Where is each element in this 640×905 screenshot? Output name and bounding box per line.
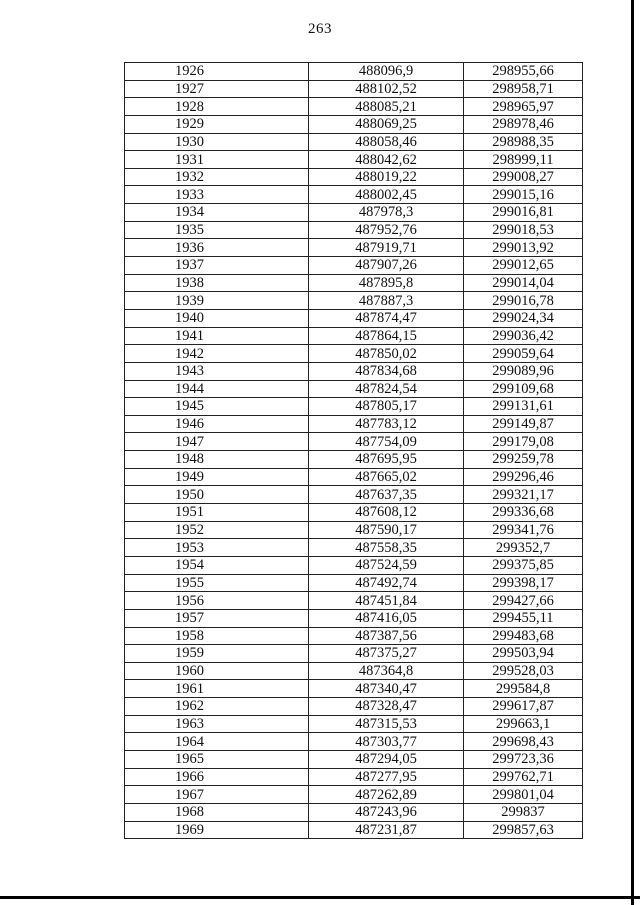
x-coordinate-cell: 488096,9 — [309, 63, 464, 81]
table-row — [125, 786, 583, 804]
year-cell: 1944 — [125, 380, 309, 398]
table-row — [125, 768, 583, 786]
x-coordinate-cell: 487850,02 — [309, 345, 464, 363]
year-cell: 1964 — [125, 733, 309, 751]
y-coordinate-cell: 298999,11 — [464, 151, 583, 169]
table-row — [125, 645, 583, 663]
y-coordinate-cell: 299036,42 — [464, 327, 583, 345]
year-cell: 1941 — [125, 327, 309, 345]
y-coordinate-cell: 299375,85 — [464, 556, 583, 574]
year-cell: 1929 — [125, 115, 309, 133]
table-row — [125, 750, 583, 768]
table-body — [125, 63, 583, 839]
year-cell: 1932 — [125, 168, 309, 186]
coordinates-table — [124, 62, 583, 839]
x-coordinate-cell: 488002,45 — [309, 186, 464, 204]
y-coordinate-cell: 299059,64 — [464, 345, 583, 363]
table-row — [125, 80, 583, 98]
year-cell: 1946 — [125, 415, 309, 433]
year-cell: 1962 — [125, 698, 309, 716]
year-cell: 1968 — [125, 803, 309, 821]
year-cell: 1934 — [125, 204, 309, 222]
y-coordinate-cell: 298955,66 — [464, 63, 583, 81]
year-cell: 1945 — [125, 398, 309, 416]
table-row — [125, 662, 583, 680]
y-coordinate-cell: 299013,92 — [464, 239, 583, 257]
table-row — [125, 468, 583, 486]
y-coordinate-cell: 299341,76 — [464, 521, 583, 539]
year-cell: 1967 — [125, 786, 309, 804]
x-coordinate-cell: 487451,84 — [309, 592, 464, 610]
x-coordinate-cell: 487243,96 — [309, 803, 464, 821]
y-coordinate-cell: 299089,96 — [464, 362, 583, 380]
y-coordinate-cell: 299018,53 — [464, 221, 583, 239]
year-cell: 1956 — [125, 592, 309, 610]
y-coordinate-cell: 299837 — [464, 803, 583, 821]
x-coordinate-cell: 487834,68 — [309, 362, 464, 380]
y-coordinate-cell: 299259,78 — [464, 451, 583, 469]
y-coordinate-cell: 299016,78 — [464, 292, 583, 310]
y-coordinate-cell: 299762,71 — [464, 768, 583, 786]
year-cell: 1955 — [125, 574, 309, 592]
x-coordinate-cell: 487874,47 — [309, 309, 464, 327]
table-row — [125, 574, 583, 592]
table-row — [125, 698, 583, 716]
x-coordinate-cell: 487919,71 — [309, 239, 464, 257]
table-row — [125, 168, 583, 186]
y-coordinate-cell: 299014,04 — [464, 274, 583, 292]
x-coordinate-cell: 487665,02 — [309, 468, 464, 486]
y-coordinate-cell: 299024,34 — [464, 309, 583, 327]
page-border-bottom — [0, 896, 640, 899]
year-cell: 1952 — [125, 521, 309, 539]
x-coordinate-cell: 487907,26 — [309, 257, 464, 275]
y-coordinate-cell: 299336,68 — [464, 504, 583, 522]
table-row — [125, 115, 583, 133]
table-row — [125, 486, 583, 504]
year-cell: 1935 — [125, 221, 309, 239]
year-cell: 1958 — [125, 627, 309, 645]
table-row — [125, 715, 583, 733]
table-row — [125, 733, 583, 751]
year-cell: 1933 — [125, 186, 309, 204]
year-cell: 1949 — [125, 468, 309, 486]
x-coordinate-cell: 487231,87 — [309, 821, 464, 839]
x-coordinate-cell: 487375,27 — [309, 645, 464, 663]
table-row — [125, 63, 583, 81]
x-coordinate-cell: 487328,47 — [309, 698, 464, 716]
y-coordinate-cell: 299398,17 — [464, 574, 583, 592]
table-row — [125, 803, 583, 821]
year-cell: 1928 — [125, 98, 309, 116]
year-cell: 1959 — [125, 645, 309, 663]
y-coordinate-cell: 298958,71 — [464, 80, 583, 98]
y-coordinate-cell: 299008,27 — [464, 168, 583, 186]
y-coordinate-cell: 299015,16 — [464, 186, 583, 204]
y-coordinate-cell: 298978,46 — [464, 115, 583, 133]
table-row — [125, 821, 583, 839]
x-coordinate-cell: 487340,47 — [309, 680, 464, 698]
year-cell: 1966 — [125, 768, 309, 786]
table-row — [125, 186, 583, 204]
y-coordinate-cell: 299016,81 — [464, 204, 583, 222]
y-coordinate-cell: 299149,87 — [464, 415, 583, 433]
y-coordinate-cell: 299427,66 — [464, 592, 583, 610]
year-cell: 1960 — [125, 662, 309, 680]
table-row — [125, 380, 583, 398]
year-cell: 1954 — [125, 556, 309, 574]
y-coordinate-cell: 299617,87 — [464, 698, 583, 716]
table-row — [125, 309, 583, 327]
table-row — [125, 292, 583, 310]
table-row — [125, 362, 583, 380]
x-coordinate-cell: 487492,74 — [309, 574, 464, 592]
y-coordinate-cell: 299296,46 — [464, 468, 583, 486]
x-coordinate-cell: 488042,62 — [309, 151, 464, 169]
table-row — [125, 257, 583, 275]
x-coordinate-cell: 487590,17 — [309, 521, 464, 539]
table-row — [125, 398, 583, 416]
x-coordinate-cell: 487952,76 — [309, 221, 464, 239]
y-coordinate-cell: 298988,35 — [464, 133, 583, 151]
x-coordinate-cell: 487637,35 — [309, 486, 464, 504]
table-row — [125, 609, 583, 627]
y-coordinate-cell: 299321,17 — [464, 486, 583, 504]
table-row — [125, 204, 583, 222]
table-row — [125, 592, 583, 610]
x-coordinate-cell: 487524,59 — [309, 556, 464, 574]
y-coordinate-cell: 299012,65 — [464, 257, 583, 275]
x-coordinate-cell: 487754,09 — [309, 433, 464, 451]
x-coordinate-cell: 487864,15 — [309, 327, 464, 345]
year-cell: 1930 — [125, 133, 309, 151]
table-row — [125, 327, 583, 345]
x-coordinate-cell: 488019,22 — [309, 168, 464, 186]
table-row — [125, 415, 583, 433]
x-coordinate-cell: 487978,3 — [309, 204, 464, 222]
x-coordinate-cell: 487387,56 — [309, 627, 464, 645]
y-coordinate-cell: 298965,97 — [464, 98, 583, 116]
table-row — [125, 221, 583, 239]
y-coordinate-cell: 299801,04 — [464, 786, 583, 804]
y-coordinate-cell: 299663,1 — [464, 715, 583, 733]
y-coordinate-cell: 299723,36 — [464, 750, 583, 768]
y-coordinate-cell: 299503,94 — [464, 645, 583, 663]
y-coordinate-cell: 299584,8 — [464, 680, 583, 698]
x-coordinate-cell: 487608,12 — [309, 504, 464, 522]
year-cell: 1931 — [125, 151, 309, 169]
year-cell: 1948 — [125, 451, 309, 469]
year-cell: 1939 — [125, 292, 309, 310]
y-coordinate-cell: 299455,11 — [464, 609, 583, 627]
table-row — [125, 433, 583, 451]
year-cell: 1942 — [125, 345, 309, 363]
table-row — [125, 151, 583, 169]
x-coordinate-cell: 487824,54 — [309, 380, 464, 398]
y-coordinate-cell: 299109,68 — [464, 380, 583, 398]
x-coordinate-cell: 487277,95 — [309, 768, 464, 786]
year-cell: 1947 — [125, 433, 309, 451]
table-row — [125, 504, 583, 522]
y-coordinate-cell: 299179,08 — [464, 433, 583, 451]
year-cell: 1969 — [125, 821, 309, 839]
x-coordinate-cell: 487783,12 — [309, 415, 464, 433]
year-cell: 1953 — [125, 539, 309, 557]
x-coordinate-cell: 487315,53 — [309, 715, 464, 733]
x-coordinate-cell: 487895,8 — [309, 274, 464, 292]
year-cell: 1937 — [125, 257, 309, 275]
table-row — [125, 627, 583, 645]
x-coordinate-cell: 488058,46 — [309, 133, 464, 151]
x-coordinate-cell: 487364,8 — [309, 662, 464, 680]
x-coordinate-cell: 487294,05 — [309, 750, 464, 768]
table-row — [125, 680, 583, 698]
x-coordinate-cell: 487558,35 — [309, 539, 464, 557]
x-coordinate-cell: 487695,95 — [309, 451, 464, 469]
year-cell: 1926 — [125, 63, 309, 81]
x-coordinate-cell: 487887,3 — [309, 292, 464, 310]
year-cell: 1938 — [125, 274, 309, 292]
table-row — [125, 521, 583, 539]
year-cell: 1950 — [125, 486, 309, 504]
x-coordinate-cell: 487262,89 — [309, 786, 464, 804]
page-border-right — [631, 0, 634, 905]
table-row — [125, 345, 583, 363]
year-cell: 1961 — [125, 680, 309, 698]
y-coordinate-cell: 299528,03 — [464, 662, 583, 680]
year-cell: 1943 — [125, 362, 309, 380]
year-cell: 1965 — [125, 750, 309, 768]
year-cell: 1940 — [125, 309, 309, 327]
y-coordinate-cell: 299483,68 — [464, 627, 583, 645]
table-row — [125, 539, 583, 557]
year-cell: 1963 — [125, 715, 309, 733]
x-coordinate-cell: 487416,05 — [309, 609, 464, 627]
table-row — [125, 556, 583, 574]
table-row — [125, 133, 583, 151]
x-coordinate-cell: 488069,25 — [309, 115, 464, 133]
table-row — [125, 451, 583, 469]
table-row — [125, 239, 583, 257]
year-cell: 1957 — [125, 609, 309, 627]
year-cell: 1936 — [125, 239, 309, 257]
x-coordinate-cell: 488102,52 — [309, 80, 464, 98]
year-cell: 1927 — [125, 80, 309, 98]
y-coordinate-cell: 299131,61 — [464, 398, 583, 416]
table-row — [125, 98, 583, 116]
page-number: 263 — [308, 21, 332, 37]
year-cell: 1951 — [125, 504, 309, 522]
y-coordinate-cell: 299857,63 — [464, 821, 583, 839]
x-coordinate-cell: 487805,17 — [309, 398, 464, 416]
x-coordinate-cell: 487303,77 — [309, 733, 464, 751]
y-coordinate-cell: 299352,7 — [464, 539, 583, 557]
y-coordinate-cell: 299698,43 — [464, 733, 583, 751]
table-row — [125, 274, 583, 292]
x-coordinate-cell: 488085,21 — [309, 98, 464, 116]
